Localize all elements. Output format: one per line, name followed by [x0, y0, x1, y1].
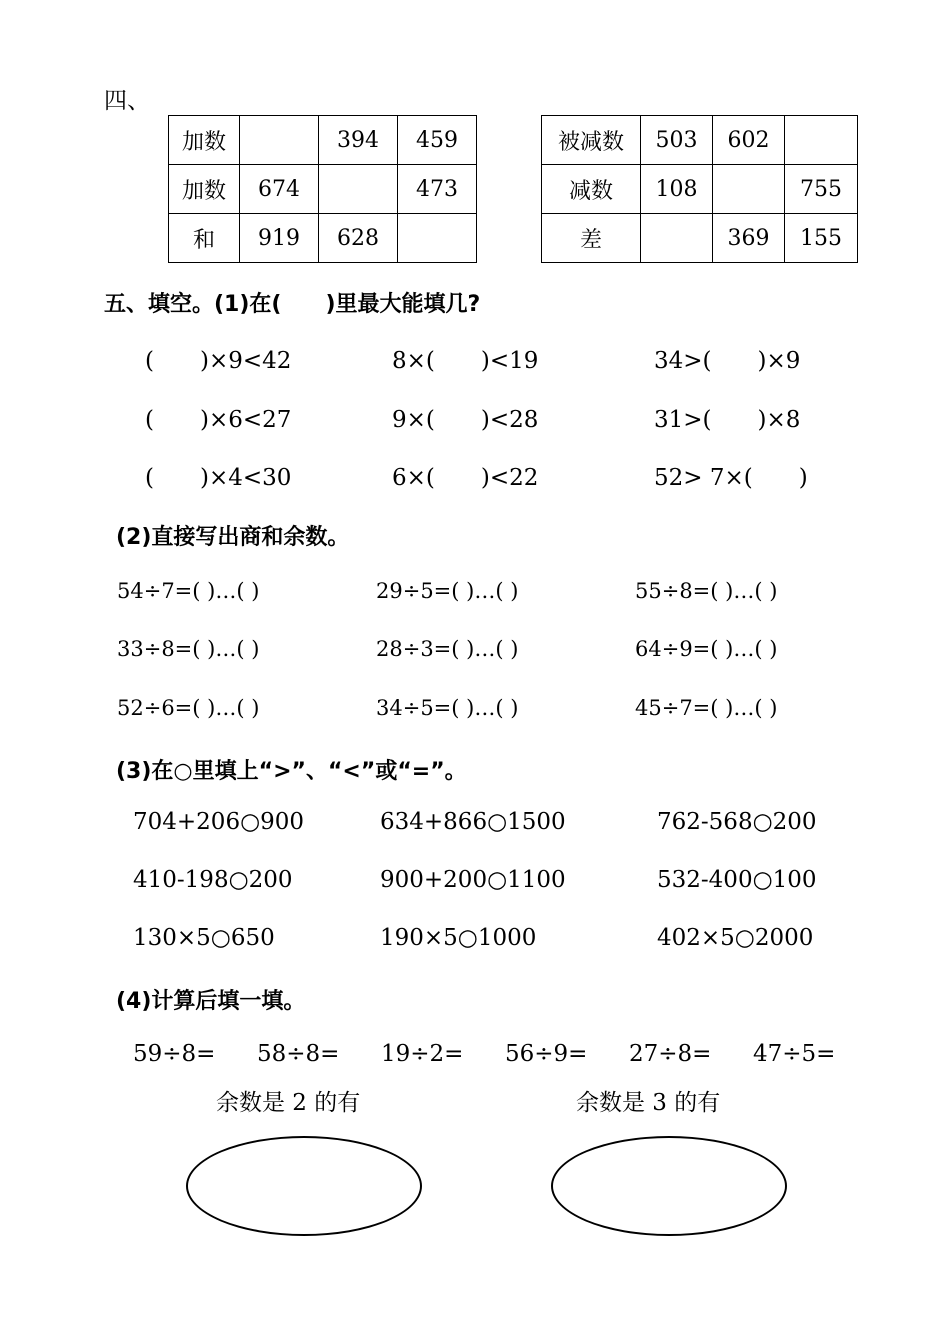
division-item[interactable]: 34÷5=( )…( )	[376, 696, 519, 720]
row-label-subtrahend: 减数	[542, 165, 641, 214]
calc-expression: 19÷2=	[381, 1041, 464, 1067]
row-label-sum: 和	[169, 214, 240, 263]
remainder-3-label: 余数是 3 的有	[576, 1090, 721, 1116]
table-row	[542, 214, 858, 263]
table-cell[interactable]: 473	[398, 165, 477, 214]
division-item[interactable]: 54÷7=( )…( )	[117, 579, 260, 603]
section-5-heading: 五、填空。(1)在( )里最大能填几?	[104, 292, 481, 317]
compare-item[interactable]: 402×5○2000	[657, 925, 814, 951]
max-fill-item[interactable]: 9×( )<28	[392, 407, 539, 433]
max-fill-item[interactable]: 31>( )×8	[654, 407, 801, 433]
subtraction-table	[541, 115, 858, 263]
division-item[interactable]: 29÷5=( )…( )	[376, 579, 519, 603]
table-row	[169, 165, 477, 214]
table-cell[interactable]: 919	[240, 214, 319, 263]
table-cell[interactable]: 108	[641, 165, 713, 214]
table-cell[interactable]: 369	[713, 214, 785, 263]
table-cell[interactable]: 674	[240, 165, 319, 214]
table-cell[interactable]: 628	[319, 214, 398, 263]
table-cell[interactable]: 602	[713, 116, 785, 165]
division-item[interactable]: 52÷6=( )…( )	[117, 696, 260, 720]
calc-expression: 47÷5=	[753, 1041, 836, 1067]
row-label-minuend: 被减数	[542, 116, 641, 165]
division-item[interactable]: 55÷8=( )…( )	[635, 579, 778, 603]
row-label-addend: 加数	[169, 116, 240, 165]
division-item[interactable]: 33÷8=( )…( )	[117, 637, 260, 661]
remainder-3-answer-oval[interactable]	[551, 1136, 787, 1236]
compare-item[interactable]: 410-198○200	[133, 867, 293, 893]
compare-item[interactable]: 762-568○200	[657, 809, 817, 835]
compare-item[interactable]: 704+206○900	[133, 809, 305, 835]
table-cell[interactable]	[319, 165, 398, 214]
row-label-addend: 加数	[169, 165, 240, 214]
max-fill-item[interactable]: ( )×4<30	[145, 465, 292, 491]
table-cell[interactable]: 459	[398, 116, 477, 165]
table-cell[interactable]: 503	[641, 116, 713, 165]
compare-item[interactable]: 900+200○1100	[380, 867, 566, 893]
division-item[interactable]: 64÷9=( )…( )	[635, 637, 778, 661]
calc-expression: 59÷8=	[133, 1041, 216, 1067]
compare-item[interactable]: 532-400○100	[657, 867, 817, 893]
table-cell[interactable]: 394	[319, 116, 398, 165]
compare-item[interactable]: 634+866○1500	[380, 809, 566, 835]
table-row	[169, 214, 477, 263]
compare-item[interactable]: 190×5○1000	[380, 925, 537, 951]
compare-item[interactable]: 130×5○650	[133, 925, 275, 951]
table-cell[interactable]	[240, 116, 319, 165]
table-row	[542, 116, 858, 165]
calc-expression: 27÷8=	[629, 1041, 712, 1067]
max-fill-item[interactable]: 6×( )<22	[392, 465, 539, 491]
calc-expression: 56÷9=	[505, 1041, 588, 1067]
part-4-heading: (4)计算后填一填。	[116, 989, 306, 1014]
row-label-difference: 差	[542, 214, 641, 263]
table-cell[interactable]: 155	[785, 214, 858, 263]
table-row	[169, 116, 477, 165]
table-cell[interactable]	[785, 116, 858, 165]
max-fill-item[interactable]: 52> 7×( )	[654, 465, 808, 491]
division-item[interactable]: 45÷7=( )…( )	[635, 696, 778, 720]
remainder-2-label: 余数是 2 的有	[216, 1090, 361, 1116]
table-cell[interactable]	[641, 214, 713, 263]
part-3-heading: (3)在○里填上“>”、“<”或“=”。	[116, 759, 467, 784]
addition-table	[168, 115, 477, 263]
max-fill-item[interactable]: ( )×6<27	[145, 407, 292, 433]
table-row	[542, 165, 858, 214]
max-fill-item[interactable]: 8×( )<19	[392, 348, 539, 374]
remainder-2-answer-oval[interactable]	[186, 1136, 422, 1236]
section-4-label: 四、	[104, 88, 150, 114]
calc-expression: 58÷8=	[257, 1041, 340, 1067]
division-item[interactable]: 28÷3=( )…( )	[376, 637, 519, 661]
max-fill-item[interactable]: ( )×9<42	[145, 348, 292, 374]
table-cell[interactable]	[713, 165, 785, 214]
max-fill-item[interactable]: 34>( )×9	[654, 348, 801, 374]
table-cell[interactable]: 755	[785, 165, 858, 214]
part-2-heading: (2)直接写出商和余数。	[116, 525, 350, 550]
table-cell[interactable]	[398, 214, 477, 263]
